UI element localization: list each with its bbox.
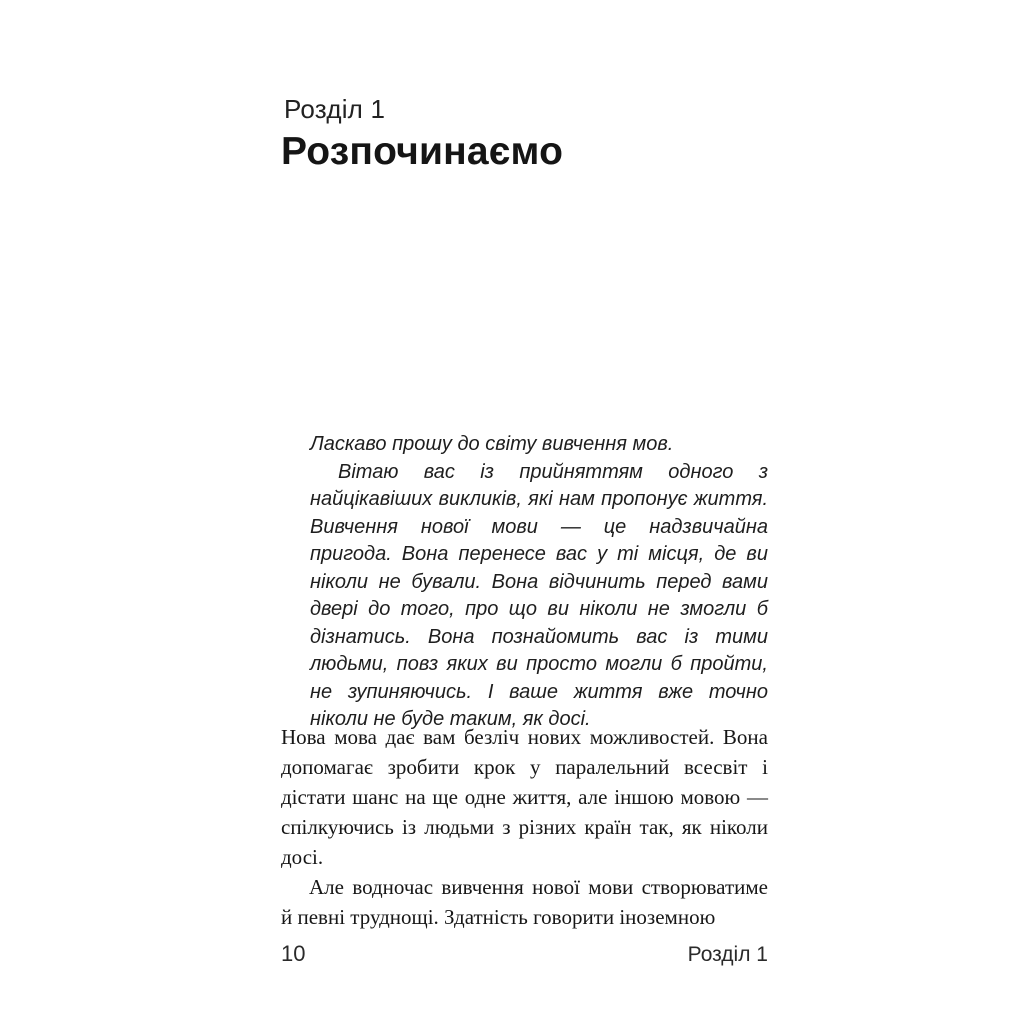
body-paragraph-1: Нова мова дає вам безліч нових можливостей. Вона допомагає зробити крок у паралельний всесвіт і дістати шанс на ще одне життя, але іншою мовою — спілкуючись із людьми з різних країн так, як ніколи досі. bbox=[281, 725, 768, 869]
intro-paragraph-2: Вітаю вас із прийняттям одного з найцікавіших викликів, які нам пропонує життя. Вивчення нової мови — це надзвичайна пригода. Вона перенесе вас у ті місця, де ви ніколи не бували. Вона відчинить перед вами двері до того, про що ви ніколи не змогли б дізнатись. Вона познайомить вас із тими людьми, повз яких ви просто могли б пройти, не зупиняючись. І ваше життя вже точно ніколи не буде таким, як досі. bbox=[310, 460, 768, 730]
body-text-block bbox=[281, 722, 768, 932]
running-chapter-reference: Розділ 1 bbox=[687, 943, 768, 966]
chapter-label: Розділ 1 bbox=[284, 94, 386, 124]
page-footer bbox=[281, 941, 768, 967]
chapter-title: Розпочинаємо bbox=[281, 130, 564, 173]
intro-epigraph-block bbox=[310, 431, 768, 734]
page-number: 10 bbox=[281, 941, 306, 966]
intro-paragraph-1: Ласкаво прошу до світу вивчення мов. bbox=[310, 433, 674, 455]
body-paragraph-2: Але водночас вивчення нової мови створюватиме й певні труднощі. Здатність говорити іноземною bbox=[281, 875, 768, 929]
